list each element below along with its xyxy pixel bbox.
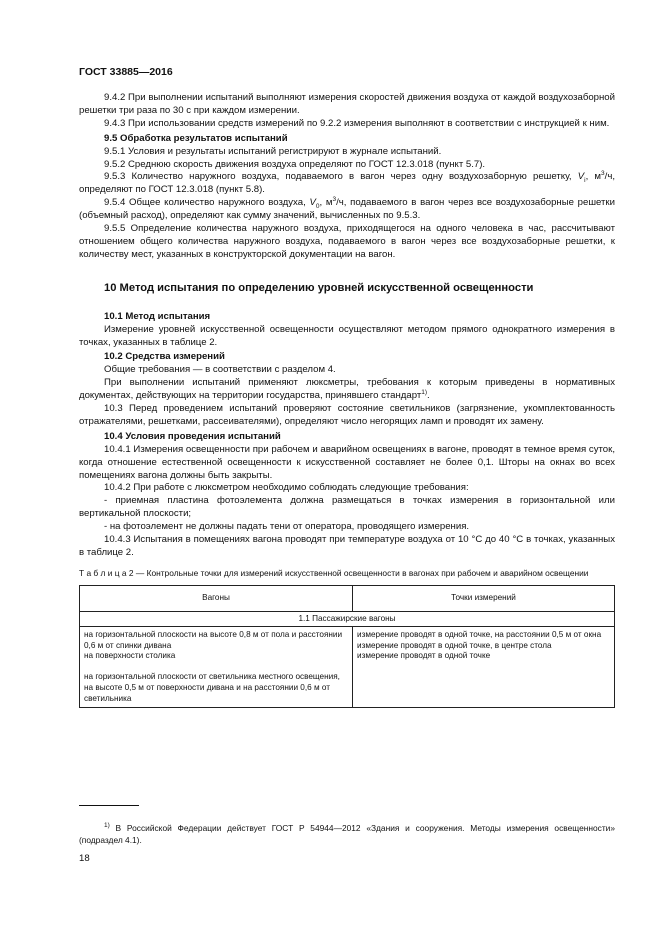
symbol-v: V (577, 171, 585, 183)
column-header-points: Точки измерений (353, 585, 615, 611)
paragraph-9-5-4-text: 9.5.4 Общее количество наружного воздуха, (104, 197, 306, 209)
footnote-divider (79, 805, 139, 806)
paragraph-10-2-general: Общие требования — в соответствии с разделом 4. (104, 364, 336, 376)
paragraph-9-5-5: 9.5.5 Определение количества наружного воздуха, приходящегося на одного человека в час, рассчитывают отношением общего количества наружного воздуха, подаваемого в вагон через все воздухозаборные решетки, к количеству мест, указанных в конструкторской документации на вагон. (79, 223, 615, 260)
paragraph-10-4-2: 10.4.2 При работе с люксметром необходимо соблюдать следующие требования: (104, 482, 469, 494)
table-row (80, 627, 615, 708)
unit-exponent: 3 (601, 170, 605, 178)
paragraph-9-5-4 (79, 197, 615, 223)
paragraph-9-5-1: 9.5.1 Условия и результаты испытаний регистрируют в журнале испытаний. (104, 145, 442, 157)
unit-text: , м (585, 171, 602, 183)
location-3: на горизонтальной плоскости от светильника местного освещения, на высоте 0,5 м от поверхности дивана и на расстоянии 0,6 м от светильника (84, 672, 340, 703)
footnote (79, 823, 615, 846)
subheading-10-1: 10.1 Метод испытания (104, 310, 211, 322)
table-group-row (80, 611, 615, 627)
subheading-9-5: 9.5 Обработка результатов испытаний (104, 132, 288, 144)
paragraph-10-2-text: При выполнении испытаний применяют люксметры, требования к которым приведены в нормативных документах, действующих на территории государства, принявшего стандарт (79, 377, 615, 402)
document-header: ГОСТ 33885—2016 (79, 66, 173, 78)
paragraph-10-1: Измерение уровней искусственной освещенности осуществляют методом прямого однократного измерения в точках, указанных в таблице 2. (79, 323, 615, 348)
symbol-v0: V (309, 197, 316, 209)
paragraph-10-4-3: 10.4.3 Испытания в помещениях вагона проводят при температуре воздуха от 10 °С до 40 °С в точках, указанных в таблице 2. (79, 534, 615, 558)
location-1: на горизонтальной плоскости на высоте 0,8 м от пола и расстоянии 0,6 м от спинки дивана (84, 630, 343, 650)
paragraph-10-3: 10.3 Перед проведением испытаний проверяют состояние светильников (загрязнение, укомплектованность отражателями, решетками, рассеивателями), определяют число негорящих ламп и проводят их замену. (79, 403, 615, 427)
table-caption: Т а б л и ц а 2 — Контрольные точки для измерений искусственной освещенности в вагонах при рабочем и аварийном освещении (79, 567, 589, 578)
paragraph-9-5-3-text: 9.5.3 Количество наружного воздуха, подаваемого в вагон через одну воздухозаборную решетку, (104, 171, 572, 183)
page-number: 18 (79, 853, 90, 864)
unit-text: , м (319, 197, 333, 209)
table-header-row (80, 585, 615, 611)
wagons-cell (80, 627, 353, 708)
subheading-10-2: 10.2 Средства измерений (104, 351, 225, 363)
paragraph-10-4-1: 10.4.1 Измерения освещенности при рабочем и аварийном освещениях в вагоне, проводят в темное время суток, когда отношение естественной освещенности к искусственной составляет не более 0,1. Шторы на окнах во всех помещениях вагона должны быть закрыты. (79, 443, 615, 481)
paragraph-9-5-4-end: /ч, подаваемого в вагон через все воздухозаборные решетки (объемный расход), определяют как сумму значений, вычисленных по 9.5.3. (79, 197, 615, 222)
unit-exponent: 3 (332, 196, 337, 204)
location-2: на поверхности столика (84, 651, 176, 661)
list-item-photocell-plate: - приемная пластина фотоэлемента должна размещаться в точках измерения в горизонтальной или вертикальной плоскости; (79, 495, 615, 520)
measurement-points-table (79, 585, 615, 709)
paragraph-9-4-3: 9.4.3 При использовании средств измерений по 9.2.2 измерения выполняют в соответствии с инструкцией к ним. (104, 117, 610, 129)
paragraph-9-5-3 (79, 171, 615, 197)
subheading-10-4: 10.4 Условия проведения испытаний (104, 430, 281, 442)
paragraph-9-5-2: 9.5.2 Среднюю скорость движения воздуха определяют по ГОСТ 12.3.018 (пункт 5.7). (104, 158, 486, 170)
point-3: измерение проводят в одной точке (357, 651, 491, 661)
paragraph-10-2-luxmeters (79, 377, 615, 403)
paragraph-9-5-3-end: /ч, определяют по ГОСТ 12.3.018 (пункт 5.8). (79, 171, 615, 196)
section-heading-10: 10 Метод испытания по определению уровней искусственной освещенности (104, 281, 534, 294)
footnote-text: В Российской Федерации действует ГОСТ Р 54944—2012 «Здания и сооружения. Методы измерения освещенности» (подраздел 4.1). (79, 823, 615, 845)
point-1: измерение проводят в одной точке, на расстоянии 0,5 м от окна (357, 630, 602, 640)
symbol-index-i: i (584, 177, 586, 185)
footnote-marker: 1) (104, 822, 110, 830)
paragraph-9-4-2: 9.4.2 При выполнении испытаний выполняют измерения скоростей движения воздуха от каждой воздухозаборной решетки три раза по 30 с при каждом измерении. (79, 92, 615, 116)
paragraph-end-mark: . (427, 390, 430, 402)
document-body (79, 92, 615, 708)
column-header-wagons: Вагоны (80, 585, 353, 611)
points-cell (353, 627, 615, 708)
footnote-reference: 1) (421, 388, 428, 396)
point-2: измерение проводят в одной точке, в центре стола (357, 640, 552, 650)
list-item-no-shadows: - на фотоэлемент не должны падать тени от оператора, проводящего измерения. (104, 521, 470, 533)
symbol-index-0: 0 (315, 203, 320, 211)
group-passenger-wagons: 1.1 Пассажирские вагоны (80, 611, 615, 627)
